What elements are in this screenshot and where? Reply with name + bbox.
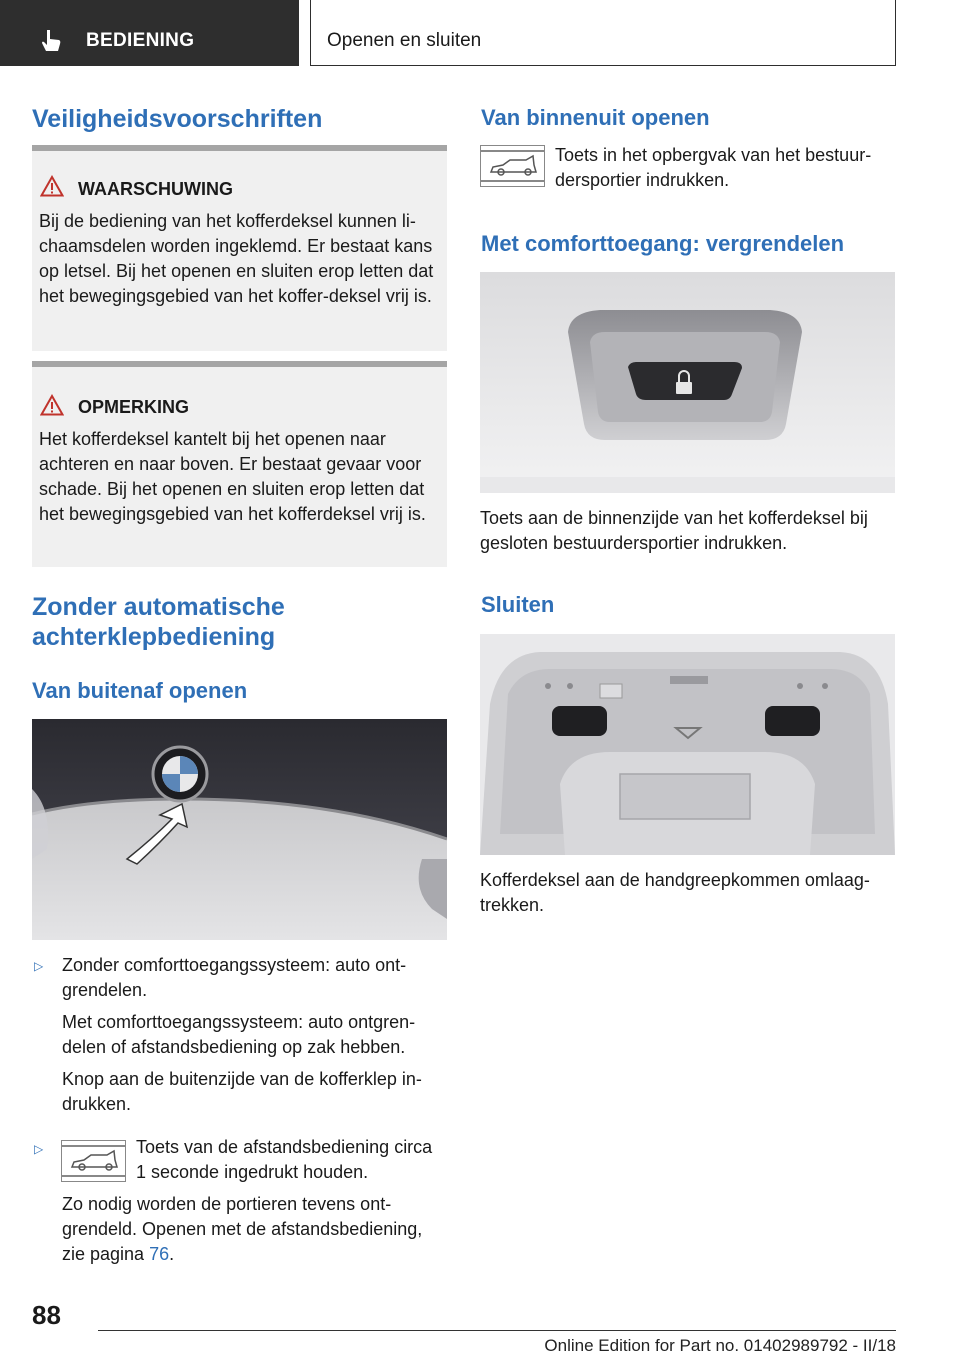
trunk-interior-photo (480, 634, 895, 855)
chapter-header (310, 0, 896, 66)
warning-icon (40, 394, 64, 416)
note-title: OPMERKING (78, 397, 190, 417)
warning-box (32, 145, 447, 351)
step2-after-link: . (169, 1244, 175, 1264)
note-text: Het kofferdeksel kantelt bij het openen naar achteren en naar boven. Er bestaat gevaar voor schade. Bij het openen en sluiten erop letten dat het bewegingsgebied van het kofferdeksel vrij is. (39, 429, 426, 524)
close-title: Sluiten (481, 592, 555, 617)
step1-line2: Met comforttoegangssysteem: auto ontgren-delen of afstandsbediening op zak hebben. (62, 1012, 416, 1057)
warning-icon (40, 175, 64, 197)
car-trunk-key-icon (61, 1140, 126, 1182)
lock-button-photo (480, 272, 895, 493)
section-label: BEDIENING (86, 30, 195, 51)
comfort-lock-title: Met comforttoegang: vergrendelen (481, 231, 845, 256)
pointing-hand-icon (40, 29, 62, 53)
sub-title-outside: Van buitenaf openen (32, 678, 248, 703)
inside-open-title: Van binnenuit openen (481, 105, 710, 130)
note-box (32, 361, 447, 567)
comfort-lock-text: Toets aan de binnenzijde van het kofferdeksel bij gesloten bestuurdersportier indrukken. (480, 508, 868, 553)
warning-text: Bij de bediening van het kofferdeksel kunnen li-chaamsdelen worden ingeklemd. Er bestaat kans op letsel. Bij het openen en sluiten erop letten dat het bewegingsgebied van het koffer-deksel vrij is. (39, 211, 434, 306)
safety-title: Veiligheidsvoorschriften (32, 105, 323, 133)
footer-divider (98, 1330, 896, 1331)
step1-line3: Knop aan de buitenzijde van de kofferklep in-drukken. (62, 1069, 422, 1114)
chapter-label: Openen en sluiten (327, 30, 482, 51)
step-triangle-icon: ▷ (34, 1142, 44, 1156)
step1-line1: Zonder comforttoegangssysteem: auto ont-grendelen. (62, 955, 407, 1000)
step2-extra (62, 1192, 447, 1267)
close-text: Kofferdeksel aan de handgreepkommen omlaag-trekken. (480, 870, 870, 915)
warning-title: WAARSCHUWING (78, 179, 233, 199)
page-number: 88 (32, 1300, 61, 1330)
inside-open-text: Toets in het opbergvak van het bestuur-dersportier indrukken. (555, 145, 872, 190)
car-trunk-key-icon (480, 145, 545, 187)
trunk-exterior-photo (32, 719, 447, 940)
page-link[interactable]: 76 (149, 1244, 170, 1264)
step-triangle-icon: ▷ (34, 959, 44, 973)
step2-extra-text: Zo nodig worden de portieren tevens ont-grendeld. Openen met de afstandsbediening, zie pagina (62, 1194, 423, 1264)
footer-edition: Online Edition for Part no. 01402989792 - II/18 (544, 1336, 896, 1355)
section-tab (0, 0, 299, 66)
section2-title: Zonder automatische achterklepbediening (32, 593, 285, 651)
step2-icon-text: Toets van de afstandsbediening circa 1 seconde ingedrukt houden. (136, 1137, 433, 1182)
